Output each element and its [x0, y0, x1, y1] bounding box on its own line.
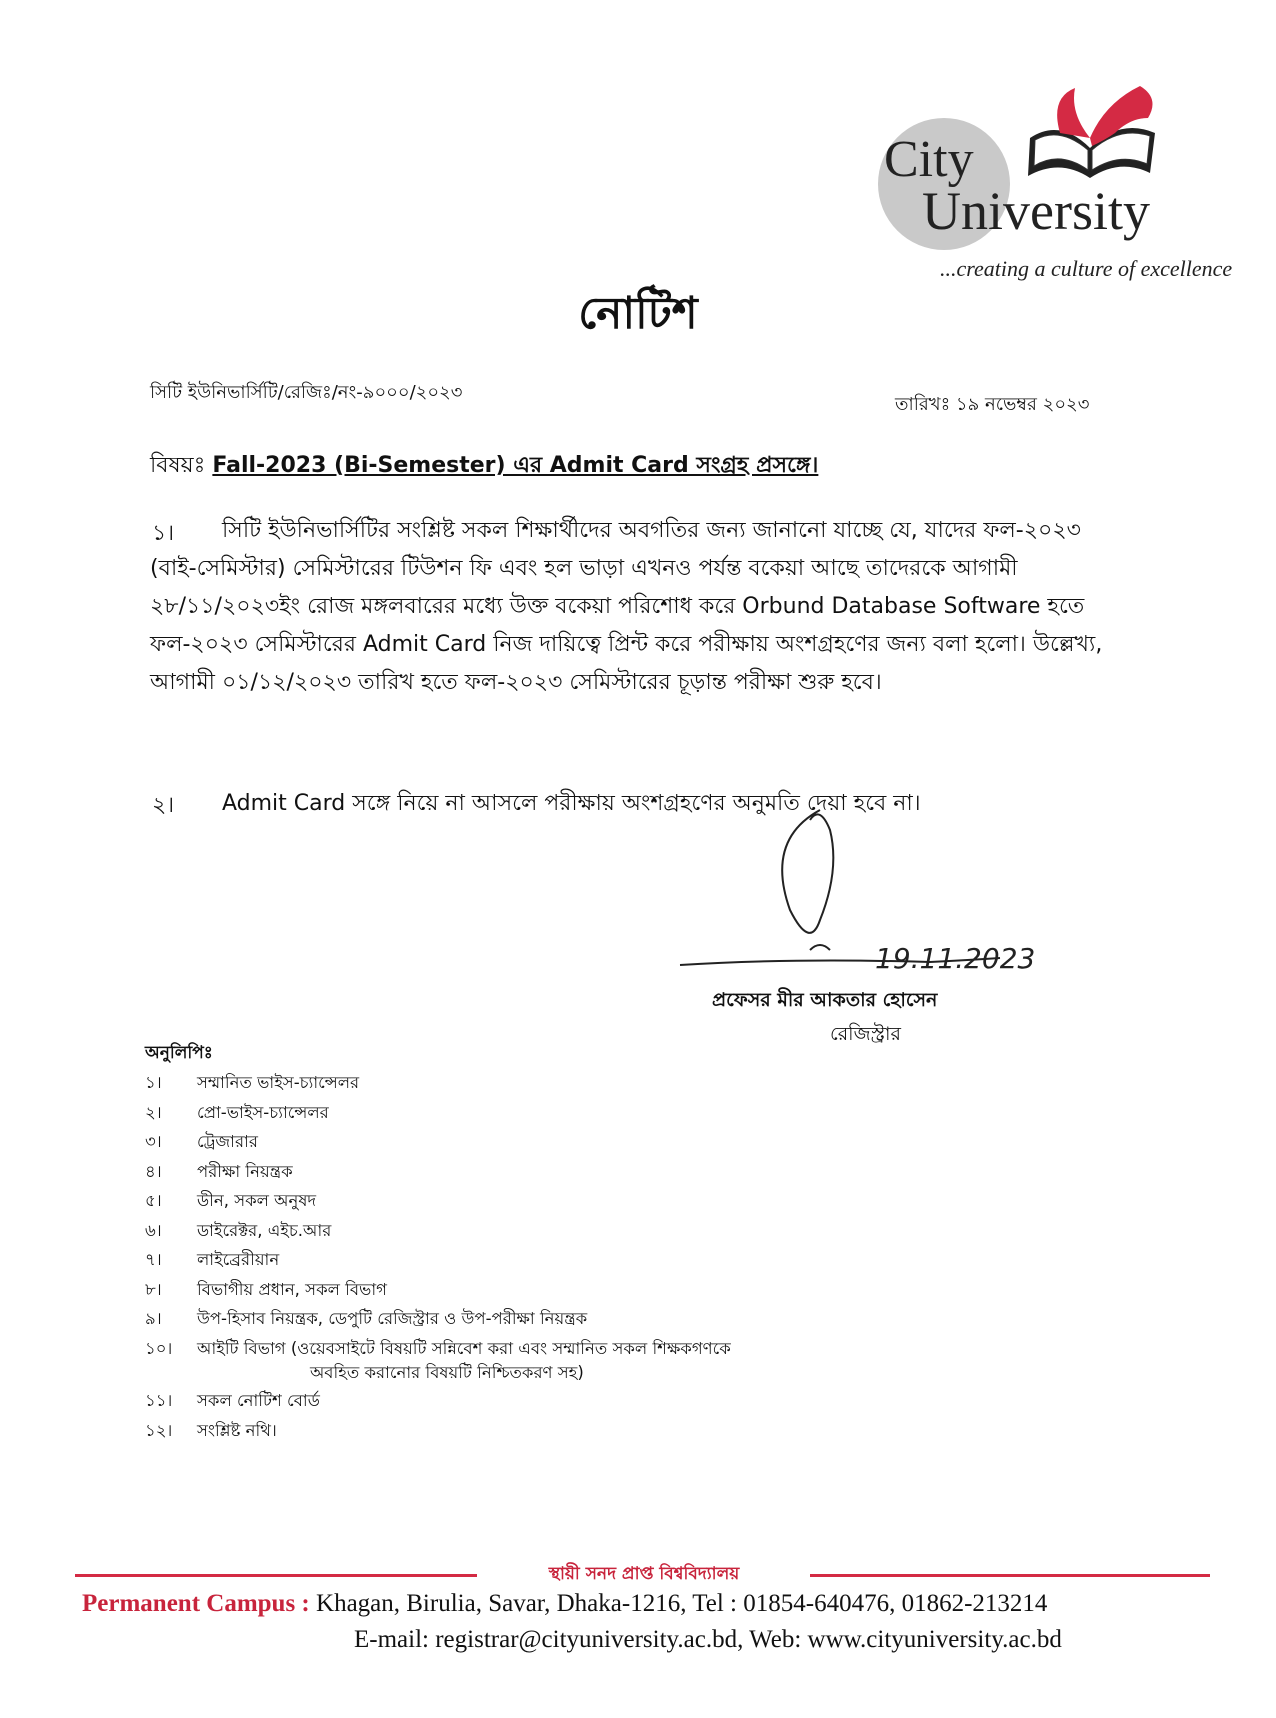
cc-item [145, 1127, 905, 1157]
open-book-icon [1020, 78, 1160, 188]
cc-item [145, 1386, 905, 1416]
subject-line [150, 448, 818, 485]
cc-item-number: ৪। [145, 1161, 162, 1181]
signatory-title: রেজিস্ট্রার [830, 1023, 901, 1045]
cc-item-text: ডাইরেক্টর, এইচ.আর [197, 1220, 332, 1240]
cc-item [145, 1216, 905, 1246]
cc-item-number: ৭। [145, 1250, 162, 1269]
cc-item-number: ১০। [145, 1338, 173, 1358]
notice-date: তারিখঃ ১৯ নভেম্বর ২০২৩ [895, 394, 1090, 415]
notice-title: নোটিশ [578, 288, 698, 339]
cc-item-number: ১২। [145, 1420, 173, 1440]
university-logo [870, 70, 1233, 300]
paragraph-1: সিটি ইউনিভার্সিটির সংশ্লিষ্ট সকল শিক্ষার্থীদের অবগতির জন্য জানানো যাচ্ছে যে, যাদের ফল-২০২৩ (বাই-সেমিস্টার) সেমিস্টারের টিউশন ফি এবং হল ভাড়া এখনও পর্যন্ত বকেয়া আছে তাদেরকে আগামী ২৮/১১/২০২৩ইং রোজ মঙ্গলবারের মধ্যে উক্ত বকেয়া পরিশোধ করে Orbund Database Software হতে ফল-২০২৩ সেমিস্টারের Admit Card নিজ দায়িত্বে প্রিন্ট করে পরীক্ষায় অংশগ্রহণের জন্য বলা হলো। উল্লেখ্য, আগামী ০১/১২/২০২৩ তারিখ হতে ফল-২০২৩ সেমিস্টারের চূড়ান্ত পরীক্ষা শুরু হবে। [150, 518, 1103, 695]
logo-university-text: University [922, 181, 1150, 241]
cc-item-number: ২। [145, 1102, 162, 1122]
cc-item-number: ১। [145, 1073, 162, 1092]
cc-item-number: ৬। [145, 1220, 162, 1240]
logo-city-text: City [884, 131, 974, 188]
cc-item-text: বিভাগীয় প্রধান, সকল বিভাগ [197, 1279, 387, 1299]
footer-campus-label: Permanent Campus : [82, 1590, 310, 1617]
paragraph-2: Admit Card সঙ্গে নিয়ে না আসলে পরীক্ষায় অংশগ্রহণের অনুমতি দেয়া হবে না। [222, 791, 921, 816]
cc-item-text: ট্রেজারার [197, 1132, 258, 1151]
cc-item-text: লাইব্রেরীয়ান [197, 1250, 280, 1269]
cc-item-text: সংশ্লিষ্ট নথি। [197, 1420, 277, 1440]
cc-item-number: ১১। [145, 1391, 173, 1410]
cc-item [145, 1098, 905, 1128]
cc-item-number: ৮। [145, 1279, 162, 1299]
logo-tagline: ...creating a culture of excellence [940, 256, 1233, 281]
cc-item-continuation: অবহিত করানোর বিষয়টি নিশ্চিতকরণ সহ) [310, 1363, 584, 1382]
footer-address: Khagan, Birulia, Savar, Dhaka-1216, Tel : 01854-640476, 01862-213214 [316, 1590, 1048, 1617]
footer-contact: E-mail: registrar@cityuniversity.ac.bd, Web: www.cityuniversity.ac.bd [354, 1626, 1062, 1653]
cc-item-number: ৩। [145, 1132, 162, 1151]
handwritten-signature [670, 800, 1050, 1000]
cc-item-number: ৯। [145, 1309, 162, 1328]
cc-item-text: উপ-হিসাব নিয়ন্ত্রক, ডেপুটি রেজিস্ট্রার ও উপ-পরীক্ষা নিয়ন্ত্রক [197, 1309, 588, 1328]
cc-item-number: ৫। [145, 1191, 162, 1210]
cc-item-text: আইটি বিভাগ (ওয়েবসাইটে বিষয়টি সন্নিবেশ করা এবং সম্মানিত সকল শিক্ষকগণকে [197, 1338, 731, 1358]
paragraph-1-number: ১। [152, 521, 175, 546]
footer-divider-right [810, 1574, 1210, 1577]
cc-item-text: প্রো-ভাইস-চ্যান্সেলর [197, 1102, 329, 1122]
reference-number: সিটি ইউনিভার্সিটি/রেজিঃ/নং-৯০০০/২০২৩ [150, 382, 463, 403]
signatory-name: প্রফেসর মীর আকতার হোসেন [712, 989, 938, 1011]
cc-item [145, 1245, 905, 1275]
svg-text:19.11.2023: 19.11.2023 [875, 942, 1036, 975]
cc-item-text: পরীক্ষা নিয়ন্ত্রক [197, 1161, 293, 1181]
cc-item [145, 1304, 905, 1334]
cc-item-text: সম্মানিত ভাইস-চ্যান্সেলর [197, 1073, 360, 1092]
subject-label: বিষয়ঃ [150, 453, 206, 478]
cc-item [145, 1334, 905, 1364]
cc-item [145, 1068, 905, 1098]
paragraph-2-number: ২। [152, 793, 175, 818]
cc-item [145, 1157, 905, 1187]
footer-divider-left [75, 1574, 477, 1577]
cc-item [145, 1416, 905, 1446]
subject-text: Fall-2023 (Bi-Semester) এর Admit Card সংগ্রহ প্রসঙ্গে। [212, 453, 819, 478]
footer-accreditation: স্থায়ী সনদ প্রাপ্ত বিশ্ববিদ্যালয় [548, 1564, 740, 1584]
cc-item [145, 1186, 905, 1216]
footer-address-line [82, 1590, 1047, 1618]
cc-list [145, 1068, 905, 1445]
cc-heading: অনুলিপিঃ [145, 1043, 213, 1063]
cc-item-text: ডীন, সকল অনুষদ [197, 1191, 317, 1210]
cc-item [145, 1275, 905, 1305]
cc-item-text: সকল নোটিশ বোর্ড [197, 1391, 320, 1410]
